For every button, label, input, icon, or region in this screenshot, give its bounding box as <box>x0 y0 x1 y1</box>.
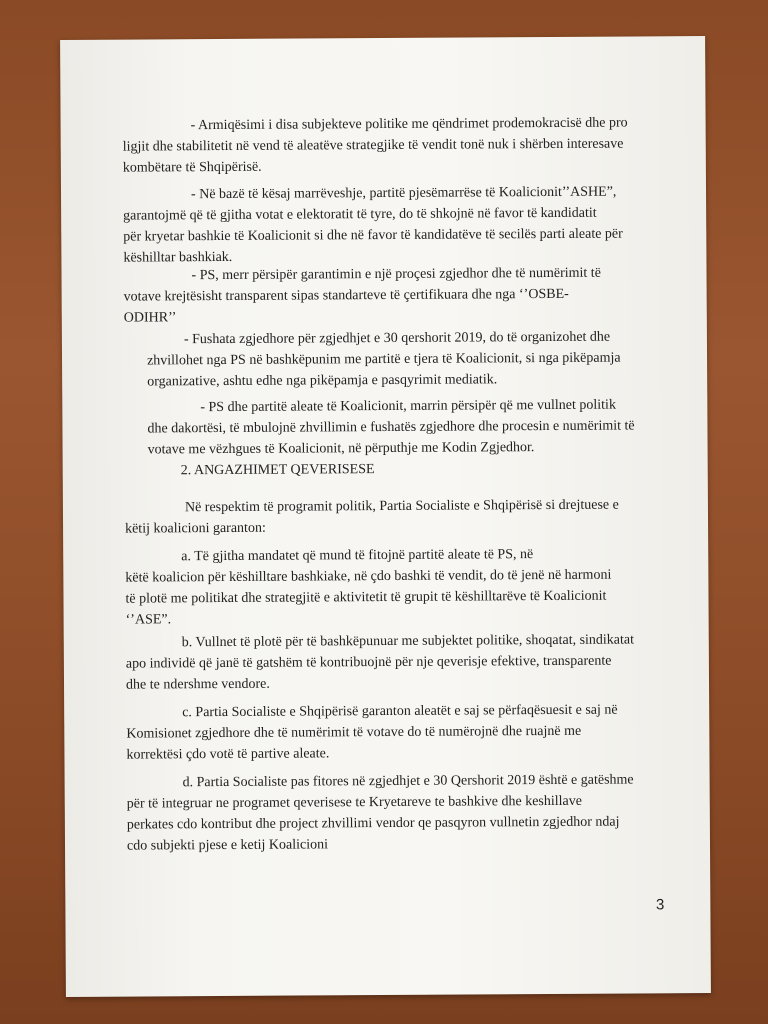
paragraph-5: - PS dhe partitë aleate të Koalicionit, marrin përsipër që me vullnet politik dhe dakortësi, të mbulojnë zhvillimin e fushatës zgjedhore dhe procesin e numërimit të votave me vëzhgues të Koalicionit, në përputhje me Kodin Zgjedhor. <box>147 397 635 458</box>
paragraph-1: - Armiqësimi i disa subjekteve politike me qëndrimet prodemokracisë dhe pro ligjit dhe stabilitetit në vend të aleatëve strategjike të vendit tonë nuk i shërben interesave kombëtare të Shqipërisë. <box>122 115 628 176</box>
list-item-c: c. Partia Socialiste e Shqipërisë garanton aleatët e saj se përfaqësuesit e saj në Komisionet zgjedhore dhe të numërimit të votave do të numërojnë dhe ruajnë me korrektësi çdo votë të partive aleate. <box>126 702 618 763</box>
paragraph-3: - PS, merr përsipër garantimin e një proçesi zgjedhor dhe të numërimit të votave krejtësisht transparent sipas standarteve të çertifikuara dhe nga ‘’OSBE- ODIHR’’ <box>123 265 601 326</box>
document-page <box>60 36 711 997</box>
section-intro: Në respektim të programit politik, Partia Socialiste e Shqipërisë si drejtuese e këtij koalicioni garanton: <box>125 497 619 537</box>
paragraph-2: - Në bazë të kësaj marrëveshje, partitë pjesëmarrëse të Koalicionit’’ASHE”, garantojmë që të gjitha votat e elektoratit të tyre, do të shkojnë në favor të kandidatit për kryetar bashkie të Koalicionit si dhe në favor të kandidatëve të secilës parti aleate për këshilltar bashkiak. <box>123 184 623 266</box>
page-number: 3 <box>655 896 665 914</box>
paragraph-4: - Fushata zgjedhore për zgjedhjet e 30 qershorit 2019, do të organizohet dhe zhvillohet nga PS në bashkëpunim me partitë e tjera të Koalicionit, si nga pikëpamja organizative, ashtu edhe nga pikëpamja e pasqyrimit mediatik. <box>146 329 621 390</box>
list-item-b: b. Vullnet të plotë për të bashkëpunuar me subjektet politike, shoqatat, sindikatat apo individë që janë të gatshëm të kontribuojnë për nje qeverisje efektive, transparente dhe te ndershme vendore. <box>125 632 635 693</box>
section-heading: 2. ANGAZHIMET QEVERISESE <box>180 462 375 479</box>
list-item-d: d. Partia Socialiste pas fitores në zgjedhjet e 30 Qershorit 2019 është e gatëshme për të integruar ne programet qeverisese te Kryetareve te bashkive dhe keshillave perkates cdo kontribut dhe project zhvillimi vendor qe pasqyron vullnetin zgjedhor ndaj cdo subjekti pjese e ketij Koalicioni <box>126 772 634 854</box>
list-item-a: a. Të gjitha mandatet që mund të fitojnë partitë aleate të PS, në këtë koalicion për këshilltare bashkiake, në çdo bashki të vendit, do të jenë në harmoni të plotë me politikat dhe strategjitë e aktivitetit të grupit të këshilltarëve të Koalicionit ‘’ASE”. <box>125 547 612 628</box>
